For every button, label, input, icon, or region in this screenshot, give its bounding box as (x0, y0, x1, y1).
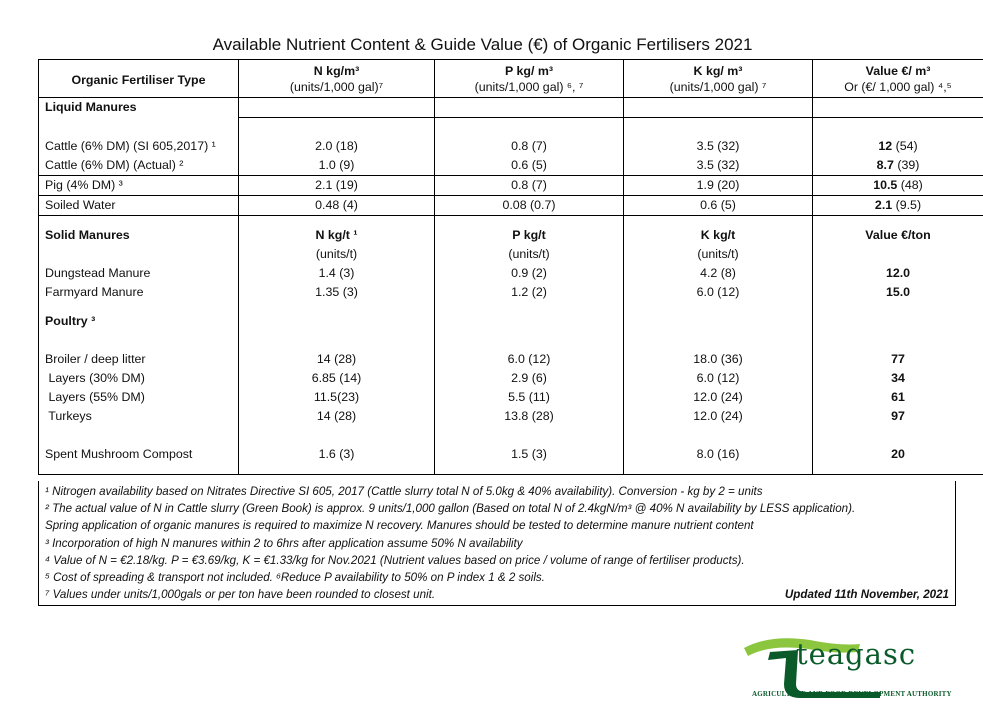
cell-n: 6.85 (14) (239, 369, 435, 388)
table-row (39, 388, 983, 407)
section-solid: Solid Manures (45, 228, 130, 242)
cell-n: 1.35 (3) (239, 283, 435, 302)
cell-n: 2.0 (18) (239, 137, 435, 156)
solid-units-p: (units/t) (435, 245, 624, 264)
header-type: Organic Fertiliser Type (39, 60, 239, 98)
table-row (39, 176, 983, 196)
cell-value: 10.5 (48) (813, 176, 983, 196)
footnote: ² The actual value of N in Cattle slurry (Green Book) is approx. 9 units/1,000 gallon (Based on total N of 2.4kgN/m³ @ 40% N availability by LESS application). (45, 502, 856, 516)
solid-header-k: K kg/t (624, 226, 813, 245)
table-row (39, 350, 983, 369)
solid-units-n: (units/t) (239, 245, 435, 264)
cell-value: 34 (813, 369, 983, 388)
section-poultry: Poultry ³ (45, 314, 96, 328)
table-row (39, 156, 983, 176)
cell-value: 97 (813, 407, 983, 426)
fertiliser-table (38, 59, 983, 475)
row-name: Dungstead Manure (45, 266, 151, 280)
header-n: N kg/m³ (239, 60, 435, 80)
header-value: Value €/ m³ (813, 60, 983, 80)
solid-header-value: Value €/ton (813, 226, 983, 245)
cell-n: 0.48 (4) (239, 196, 435, 216)
cell-value: 2.1 (9.5) (813, 196, 983, 216)
row-name: Broiler / deep litter (45, 352, 146, 366)
footnotes (38, 481, 956, 606)
row-name: Farmyard Manure (45, 285, 144, 299)
cell-n: 1.0 (9) (239, 156, 435, 176)
cell-p: 0.08 (0.7) (435, 196, 624, 216)
table-row (39, 369, 983, 388)
header-k: K kg/ m³ (624, 60, 813, 80)
logo-subtitle: AGRICULTURE AND FOOD DEVELOPMENT AUTHORITY (752, 690, 952, 698)
row-name: Pig (4% DM) ³ (39, 176, 239, 196)
cell-k: 0.6 (5) (624, 196, 813, 216)
cell-value: 15.0 (813, 283, 983, 302)
cell-k: 6.0 (12) (624, 283, 813, 302)
section-liquid: Liquid Manures (45, 100, 137, 115)
header-n-units: (units/1,000 gal)⁷ (239, 79, 435, 98)
cell-p: 0.6 (5) (435, 156, 624, 176)
footnote: ¹ Nitrogen availability based on Nitrates Directive SI 605, 2017 (Cattle slurry total N of 5.0kg & 40% availability). Conversion - kg by 2 = units (45, 485, 763, 498)
footnote: ⁵ Cost of spreading & transport not included. ⁶Reduce P availability to 50% on P index 1 & 2 soils. (45, 570, 545, 584)
cell-k: 12.0 (24) (624, 407, 813, 426)
table-row (39, 196, 983, 216)
footnote: Spring application of organic manures is required to maximize N recovery. Manures should be tested to determine manure nutrient content (45, 519, 754, 533)
table-row (39, 283, 983, 302)
footnote: ⁷ Values under units/1,000gals or per ton have been rounded to closest unit. (45, 588, 436, 602)
footnote: ³ Incorporation of high N manures within 2 to 6hrs after application assume 50% N availability (45, 536, 523, 550)
cell-value: 12 (54) (813, 137, 983, 156)
cell-value: 8.7 (39) (813, 156, 983, 176)
cell-p: 0.8 (7) (435, 176, 624, 196)
cell-p: 2.9 (6) (435, 369, 624, 388)
solid-header-n: N kg/t ¹ (239, 226, 435, 245)
cell-p: 6.0 (12) (435, 350, 624, 369)
cell-value: 61 (813, 388, 983, 407)
footnote: ⁴ Value of N = €2.18/kg. P = €3.69/kg, K = €1.33/kg for Nov.2021 (Nutrient values based on price / volume of range of fertiliser products). (45, 553, 745, 567)
cell-value: 20 (813, 445, 983, 464)
row-name: Cattle (6% DM) (SI 605,2017) ¹ (45, 139, 216, 153)
header-value-units: Or (€/ 1,000 gal) ⁴,⁵ (813, 79, 983, 98)
footnote-last (45, 586, 955, 603)
cell-value: 77 (813, 350, 983, 369)
table-row (39, 407, 983, 426)
table-row (39, 137, 983, 156)
cell-n: 14 (28) (239, 350, 435, 369)
cell-p: 0.8 (7) (435, 137, 624, 156)
header-p: P kg/ m³ (435, 60, 624, 80)
header-p-units: (units/1,000 gal) ⁶, ⁷ (435, 79, 624, 98)
row-name: Layers (55% DM) (45, 390, 145, 404)
cell-n: 1.6 (3) (239, 445, 435, 464)
cell-k: 12.0 (24) (624, 388, 813, 407)
cell-n: 11.5(23) (239, 388, 435, 407)
cell-p: 0.9 (2) (435, 264, 624, 283)
cell-p: 1.2 (2) (435, 283, 624, 302)
updated-date: Updated 11th November, 2021 (784, 588, 949, 602)
cell-n: 2.1 (19) (239, 176, 435, 196)
solid-units-k: (units/t) (624, 245, 813, 264)
cell-n: 1.4 (3) (239, 264, 435, 283)
cell-p: 13.8 (28) (435, 407, 624, 426)
cell-k: 3.5 (32) (624, 156, 813, 176)
cell-p: 1.5 (3) (435, 445, 624, 464)
row-name: Soiled Water (39, 196, 239, 216)
cell-k: 4.2 (8) (624, 264, 813, 283)
cell-p: 5.5 (11) (435, 388, 624, 407)
cell-value: 12.0 (813, 264, 983, 283)
header-k-units: (units/1,000 gal) ⁷ (624, 79, 813, 98)
cell-k: 3.5 (32) (624, 137, 813, 156)
cell-k: 1.9 (20) (624, 176, 813, 196)
row-name: Turkeys (45, 409, 92, 423)
table-row (39, 264, 983, 283)
table-row (39, 445, 983, 464)
cell-k: 8.0 (16) (624, 445, 813, 464)
solid-header-p: P kg/t (435, 226, 624, 245)
row-name: Layers (30% DM) (45, 371, 145, 385)
cell-n: 14 (28) (239, 407, 435, 426)
row-name: Cattle (6% DM) (Actual) ² (45, 158, 184, 172)
page-title: Available Nutrient Content & Guide Value (€) of Organic Fertilisers 2021 (212, 35, 753, 54)
cell-k: 18.0 (36) (624, 350, 813, 369)
logo-wordmark: teagasc (796, 637, 917, 671)
cell-k: 6.0 (12) (624, 369, 813, 388)
row-name: Spent Mushroom Compost (45, 447, 193, 461)
